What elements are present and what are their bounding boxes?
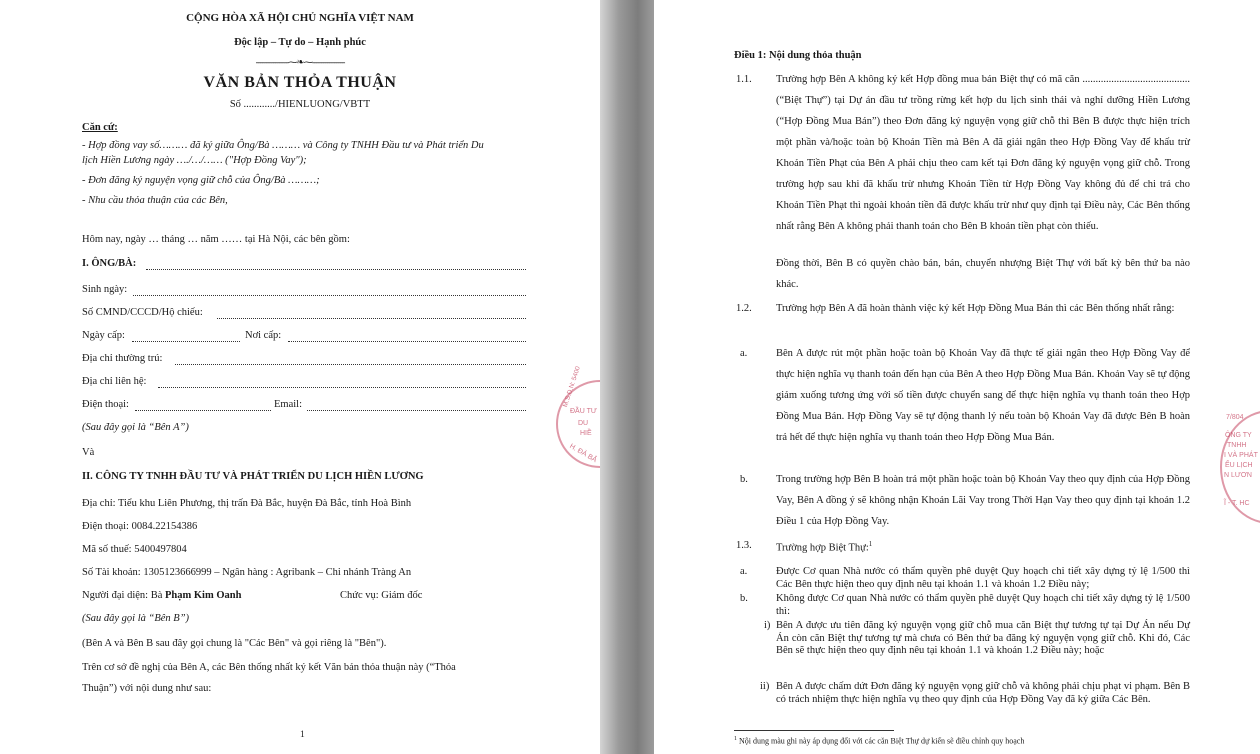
item-ii-text: Bên A được chấm dứt Đơn đăng ký nguyện vọng giữ chỗ và không phải chịu phạt vi phạm. Bên B có trách nhiệm thực hiện nghĩa vụ theo quy định của Hợp Đồng Vay đã ký giữa Các Bên. (776, 681, 1190, 705)
party-b-tax-code: Mã số thuế: 5400497804 (82, 544, 187, 555)
document-page-1 (0, 0, 600, 754)
field-blank-issue-date (132, 334, 240, 342)
point-a-text: Bên A được rút một phần hoặc toàn bộ Khoản Vay đã thực tế giải ngân theo Hợp Đồng Vay để thực hiện nghĩa vụ thanh toán đến hạn của Bên A theo Hợp Đồng Mua Bán. Khoản Vay sẽ tự động giảm xuống tương ứng với số tiền được chuyển sang để thực hiện nghĩa vụ thanh toán theo Hợp Đồng Mua Bán. Hợp Đồng Vay sẽ tự động thanh lý nếu toàn bộ Khoản Vay đã được Bên B hoàn trả hết để thực hiện nghĩa vụ thanh toán theo Hợp Đồng Mua Bán. (776, 348, 1190, 443)
party-b-account: Số Tài khoản: 1305123666999 – Ngân hàng : Agribank – Chi nhánh Tràng An (82, 567, 412, 578)
country-header: CỘNG HÒA XÃ HỘI CHỦ NGHĨA VIỆT NAM (186, 12, 414, 24)
intro-line: Hôm nay, ngày … tháng … năm …… tại Hà Nội, các bên gồm: (82, 234, 350, 245)
basis-heading: Căn cứ: (82, 122, 118, 133)
field-label-issue-date: Ngày cấp: (82, 330, 125, 341)
document-title: VĂN BẢN THỎA THUẬN (203, 74, 397, 91)
ornament-divider: ---------------⁓❧⁓--------------- (255, 58, 345, 68)
company-seal-stamp: M.S.D.N: 5400 ĐẦU TƯ DU HIỀ H. ĐÀ BẮ (556, 380, 600, 468)
basis-item: lịch Hiền Lương ngày …./…/…… ("Hợp Đồng Vay"); (82, 155, 307, 166)
point-label: b. (740, 593, 748, 604)
subpoint-b-text: Không được Cơ quan Nhà nước có thẩm quyền phê duyệt Quy hoạch chi tiết xây dựng tỷ lệ 1/500 thì: (776, 593, 1190, 617)
point-label: a. (740, 348, 748, 359)
footnote: $^1$ Nội dung màu ghi này áp dụng đối với các căn Biệt Thự dự kiến sẽ điều chỉnh quy hoạch (734, 736, 1025, 746)
footnote-reference: 1 (868, 540, 873, 548)
party-b-address: Địa chỉ: Tiểu khu Liên Phương, thị trấn Đà Bắc, huyện Đà Bắc, tỉnh Hoà Bình (82, 498, 412, 509)
field-label-phone: Điện thoại: (82, 399, 129, 410)
party-b-phone: Điện thoại: 0084.22154386 (82, 521, 198, 532)
field-blank-contact-address (158, 380, 526, 388)
field-label-permanent-address: Địa chỉ thường trú: (82, 353, 163, 364)
point-label: a. (740, 566, 748, 577)
party-a-alias: (Sau đây gọi là “Bên A”) (82, 422, 189, 433)
field-label-email: Email: (274, 399, 302, 410)
article-title: Điều 1: Nội dung thỏa thuận (734, 50, 862, 61)
item-label: i) (764, 620, 771, 631)
basis-item: - Đơn đăng ký nguyện vọng giữ chỗ của Ông/Bà ………; (82, 175, 320, 186)
document-number: Số ............/HIENLUONG/VBTT (229, 99, 371, 110)
motto: Độc lập – Tự do – Hạnh phúc (234, 37, 366, 48)
collective-definition: (Bên A và Bên B sau đây gọi chung là "Các Bên" và gọi riêng là "Bên"). (82, 638, 387, 649)
party-b-representative (82, 590, 241, 601)
and-conjunction: Và (82, 447, 95, 458)
clause-number: 1.2. (736, 303, 752, 314)
clause-1-3-text: Trường hợp Biệt Thự:$^1$ (776, 540, 873, 554)
field-label-id: Số CMND/CCCD/Hộ chiếu: (82, 307, 203, 318)
field-blank-email (307, 403, 526, 411)
clause-number: 1.1. (736, 74, 752, 85)
basis-item: - Hợp đồng vay số……… đã ký giữa Ông/Bà ……… và Công ty TNHH Đầu tư và Phát triển Du (82, 140, 484, 151)
field-label-contact-address: Địa chỉ liên hệ: (82, 376, 147, 387)
field-blank-dob (133, 288, 526, 296)
closing-line: Thuận”) với nội dung như sau: (82, 683, 212, 694)
point-b-text: Trong trường hợp Bên B hoàn trả một phần hoặc toàn bộ Khoản Vay theo quy định của Hợp Đồng Vay, Bên A đồng ý sẽ không nhận Khoản Lãi Vay trong Thời Hạn Vay theo quy định tại khoản 1.2 Điều 1 của Hợp Đồng Vay. (776, 474, 1190, 527)
clause-1-2-text: Trường hợp Bên A đã hoàn thành việc ký kết Hợp Đồng Mua Bán thì các Bên thống nhất rằng: (776, 303, 1175, 314)
field-label-dob: Sinh ngày: (82, 284, 128, 295)
field-blank-phone (135, 403, 271, 411)
field-label-issue-place: Nơi cấp: (245, 330, 282, 341)
subpoint-a-text: Được Cơ quan Nhà nước có thẩm quyền phê duyệt Quy hoạch chi tiết xây dựng tỷ lệ 1/500 thì Các Bên thực hiện theo quy định nêu tại khoản 1.1 và khoản 1.2 Điều này; (776, 566, 1190, 590)
item-label: ii) (760, 681, 770, 692)
party-b-position: Chức vụ: Giám đốc (340, 590, 423, 601)
field-blank-issue-place (288, 334, 526, 342)
item-i-text: Bên A được ưu tiên đăng ký nguyện vọng giữ chỗ mua căn Biệt thự tương tự tại Dự Án nếu Dự Án còn căn Biệt thự tương tự mà chưa có Bên thứ ba đăng ký nguyện vọng giữ chỗ. Khi đó, Các Bên sẽ thực hiện theo quy định nêu tại khoản 1.1 và khoản 1.2 Điều này; hoặc (776, 620, 1190, 656)
clause-1-1-text: Trường hợp Bên A không ký kết Hợp đồng mua bán Biệt thự có mã căn ......................................... (“Biệt Thự”) tại Dự án đầu tư trồng rừng kết hợp du lịch sinh thái và nghỉ dưỡng Hiền Lương (“Hợp Đồng Mua Bán”) theo Đơn đăng ký nguyện vọng giữ chỗ thì Bên B được thực hiện trích một phần và/hoặc toàn bộ Khoản Tiền mà Bên A đã giải ngân theo Hợp Đồng Vay để khấu trừ Khoản Tiền Phạt của Bên A phải chịu theo cam kết tại Đơn đăng ký nguyện vọng giữ chỗ. Trong trường hợp sau khi đã khấu trừ nhưng Khoản Tiền từ Hợp Đồng Vay không đủ để chi trả cho Khoản Tiền Phạt thì ngoài khoản tiền đã được khấu trừ như quy định tại Điều này, Các Bên thống nhất rằng Bên A không phải thanh toán cho Bên B khoản tiền phạt còn thiếu. (776, 74, 1190, 232)
field-blank-id (217, 311, 526, 319)
representative-label: Người đại diện: Bà (82, 590, 165, 601)
closing-line: Trên cơ sở đề nghị của Bên A, các Bên thống nhất ký kết Văn bản thỏa thuận này (“Thỏa (82, 662, 456, 673)
field-blank-permanent-address (175, 357, 526, 365)
point-label: b. (740, 474, 748, 485)
basis-item: - Nhu cầu thỏa thuận của các Bên, (82, 195, 228, 206)
party-a-heading: I. ÔNG/BÀ: (82, 258, 137, 269)
clause-1-1-extra: Đồng thời, Bên B có quyền chào bán, bán, chuyển nhượng Biệt Thự với bất kỳ bên thứ ba nào khác. (776, 258, 1190, 290)
clause-number: 1.3. (736, 540, 752, 551)
party-b-alias: (Sau đây gọi là “Bên B”) (82, 613, 190, 624)
company-seal-stamp: 7/804 ÔNG TY TNHH I VÀ PHÁT ỂU LỊCH N LƯƠN Ĩ - T. HC (1220, 410, 1260, 524)
page-gap (600, 0, 654, 754)
document-page-2 (654, 0, 1260, 754)
representative-name: Phạm Kim Oanh (164, 590, 242, 601)
page-number: 1 (300, 730, 305, 740)
party-b-heading: II. CÔNG TY TNHH ĐẦU TƯ VÀ PHÁT TRIỂN DU LỊCH HIỀN LƯƠNG (82, 471, 424, 482)
footnote-divider (734, 730, 894, 731)
party-a-name-blank (146, 262, 526, 270)
